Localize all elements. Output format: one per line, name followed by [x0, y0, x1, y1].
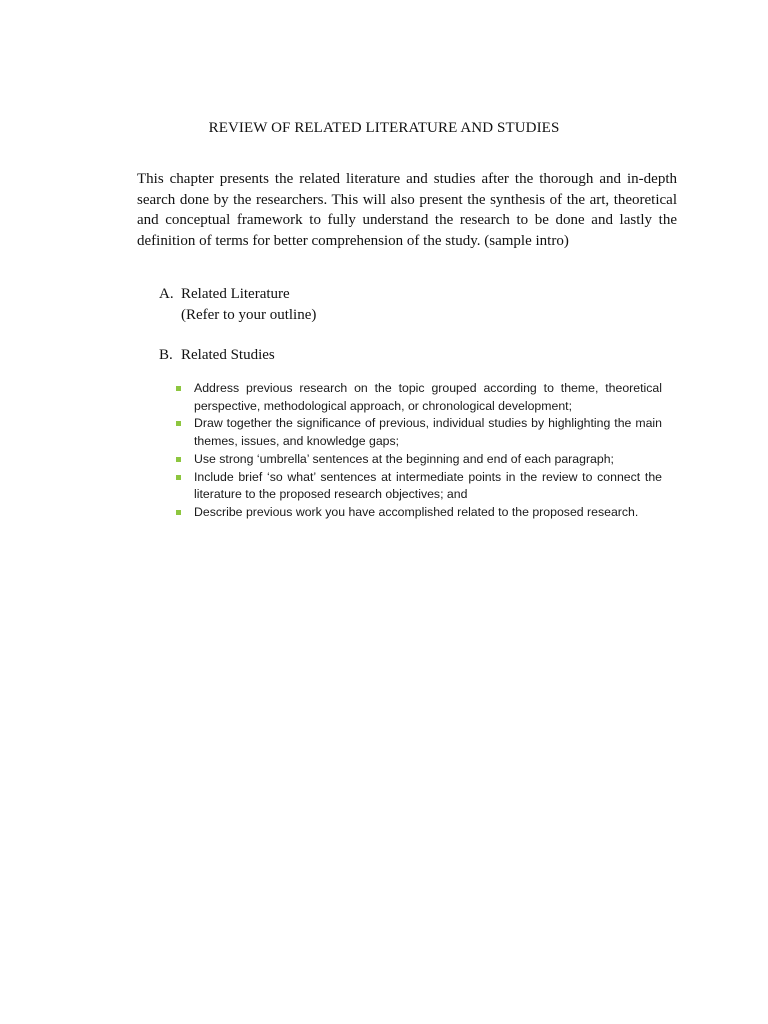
section-related-studies [159, 345, 275, 366]
list-item [176, 415, 662, 450]
square-bullet-icon [176, 457, 181, 462]
square-bullet-icon [176, 421, 181, 426]
bullet-text: Use strong ‘umbrella’ sentences at the beginning and end of each paragraph; [194, 451, 614, 466]
square-bullet-icon [176, 475, 181, 480]
square-bullet-icon [176, 386, 181, 391]
section-a-letter: A. [159, 286, 174, 302]
list-item [176, 380, 662, 415]
bullet-text: Draw together the significance of previous, individual studies by highlighting the main themes, issues, and knowledge gaps; [194, 416, 662, 449]
list-item [176, 504, 662, 522]
page-title: REVIEW OF RELATED LITERATURE AND STUDIES [208, 120, 560, 136]
square-bullet-icon [176, 510, 181, 515]
section-a-heading: Related Literature [181, 286, 290, 302]
list-item [176, 451, 662, 469]
bullet-text: Include brief ‘so what’ sentences at intermediate points in the review to connect the literature to the proposed research objectives; and [194, 469, 662, 502]
section-related-literature [159, 284, 316, 326]
guideline-bullet-list [176, 380, 662, 522]
section-a-note: (Refer to your outline) [181, 307, 317, 323]
list-item [176, 469, 662, 504]
section-b-letter: B. [159, 347, 173, 363]
bullet-text: Describe previous work you have accomplished related to the proposed research. [194, 504, 639, 519]
section-b-heading: Related Studies [181, 347, 275, 363]
bullet-text: Address previous research on the topic grouped according to theme, theoretical perspective, methodological approach, or chronological development; [194, 381, 662, 413]
intro-paragraph: This chapter presents the related literature and studies after the thorough and in-depth search done by the researchers. This will also present the synthesis of the art, theoretical and conceptual framework to fully understand the research to be done and lastly the definition of terms for better comprehension of the study. (sample intro) [137, 171, 677, 249]
